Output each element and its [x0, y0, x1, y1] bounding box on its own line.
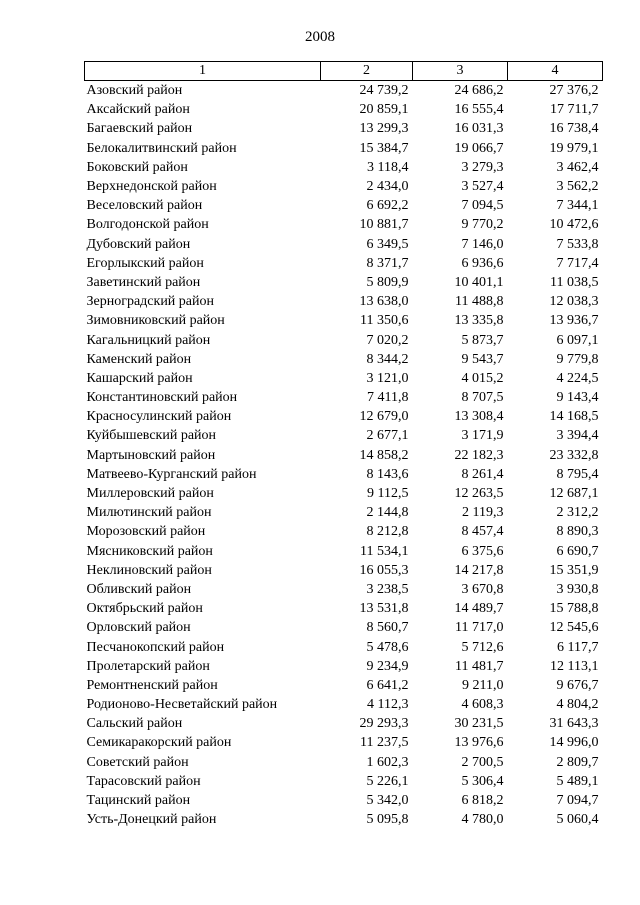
value-cell-col2: 14 858,2	[359, 447, 409, 463]
value-cell-col3: 5 712,6	[461, 639, 504, 655]
district-name-cell: Егорлыкский район	[86, 255, 204, 271]
district-name-cell: Тарасовский район	[86, 773, 201, 789]
value-cell-col2: 1 602,3	[366, 754, 409, 770]
value-cell-col3: 16 555,4	[454, 102, 504, 118]
data-table	[84, 61, 603, 829]
value-cell-col2: 16 055,3	[359, 562, 409, 578]
value-cell-col3: 14 217,8	[454, 562, 504, 578]
district-name-cell: Советский район	[86, 754, 189, 770]
district-name-cell: Кагальницкий район	[86, 332, 211, 348]
value-cell-col2: 9 234,9	[366, 658, 409, 674]
table-row	[85, 119, 603, 138]
value-cell-col4: 11 038,5	[550, 274, 599, 290]
value-cell-col4: 23 332,8	[549, 447, 599, 463]
value-cell-col4: 16 738,4	[549, 121, 599, 137]
district-name-cell: Сальский район	[86, 716, 183, 732]
district-name-cell: Константиновский район	[86, 390, 238, 406]
value-cell-col2: 11 237,5	[360, 735, 409, 751]
district-name-cell: Волгодонской район	[86, 217, 209, 233]
value-cell-col2: 8 143,6	[366, 466, 409, 482]
table-row	[85, 522, 603, 541]
table-row	[85, 446, 603, 465]
value-cell-col2: 2 434,0	[366, 179, 409, 195]
table-row	[85, 561, 603, 580]
table-row	[85, 177, 603, 196]
value-cell-col4: 5 489,1	[556, 773, 599, 789]
value-cell-col3: 10 401,1	[454, 274, 504, 290]
district-name-cell: Семикаракорский район	[86, 735, 232, 751]
value-cell-col3: 13 976,6	[454, 735, 504, 751]
table-body	[85, 81, 603, 830]
table-row	[85, 369, 603, 388]
value-cell-col2: 15 384,7	[359, 140, 409, 156]
value-cell-col4: 2 312,2	[556, 505, 599, 521]
value-cell-col4: 7 717,4	[556, 255, 599, 271]
value-cell-col4: 31 643,3	[549, 716, 599, 732]
district-name-cell: Неклиновский район	[86, 562, 212, 578]
column-header: 4	[508, 62, 603, 81]
table-row	[85, 426, 603, 445]
district-name-cell: Багаевский район	[86, 121, 193, 137]
value-cell-col3: 9 211,0	[462, 677, 504, 693]
value-cell-col3: 6 936,6	[461, 255, 504, 271]
table-row	[85, 733, 603, 752]
value-cell-col4: 12 687,1	[549, 486, 599, 502]
district-name-cell: Родионово-Несветайский район	[86, 697, 278, 713]
value-cell-col4: 14 996,0	[549, 735, 599, 751]
value-cell-col4: 9 143,4	[556, 390, 599, 406]
district-name-cell: Белокалитвинский район	[86, 140, 237, 156]
value-cell-col2: 6 692,2	[366, 198, 409, 214]
value-cell-col2: 7 411,8	[367, 390, 409, 406]
value-cell-col3: 5 306,4	[461, 773, 504, 789]
value-cell-col3: 8 707,5	[461, 390, 504, 406]
table-row	[85, 81, 603, 101]
value-cell-col4: 8 890,3	[556, 524, 599, 540]
value-cell-col4: 14 168,5	[549, 409, 599, 425]
value-cell-col4: 3 394,4	[556, 428, 599, 444]
value-cell-col3: 8 261,4	[461, 466, 504, 482]
district-name-cell: Азовский район	[86, 83, 183, 99]
district-name-cell: Зимовниковский район	[86, 313, 225, 329]
value-cell-col4: 6 097,1	[556, 332, 599, 348]
district-name-cell: Верхнедонской район	[86, 179, 217, 195]
value-cell-col2: 8 560,7	[366, 620, 409, 636]
value-cell-col3: 22 182,3	[454, 447, 504, 463]
value-cell-col4: 8 795,4	[556, 466, 599, 482]
district-name-cell: Дубовский район	[86, 236, 191, 252]
value-cell-col3: 24 686,2	[454, 83, 504, 99]
table-row	[85, 350, 603, 369]
table-row	[85, 139, 603, 158]
value-cell-col4: 12 545,6	[549, 620, 599, 636]
table-row	[85, 637, 603, 656]
table-row	[85, 330, 603, 349]
table-row	[85, 407, 603, 426]
value-cell-col3: 6 818,2	[461, 793, 504, 809]
value-cell-col3: 12 263,5	[454, 486, 504, 502]
value-cell-col4: 19 979,1	[549, 140, 599, 156]
district-name-cell: Тацинский район	[86, 793, 191, 809]
value-cell-col2: 5 226,1	[366, 773, 409, 789]
value-cell-col4: 9 676,7	[556, 677, 599, 693]
district-name-cell: Морозовский район	[86, 524, 206, 540]
table-row	[85, 196, 603, 215]
value-cell-col4: 5 060,4	[556, 812, 599, 828]
value-cell-col2: 8 344,2	[366, 351, 409, 367]
value-cell-col3: 3 279,3	[461, 159, 504, 175]
value-cell-col2: 2 144,8	[366, 505, 409, 521]
value-cell-col4: 7 344,1	[556, 198, 599, 214]
value-cell-col2: 6 349,5	[366, 236, 409, 252]
table-row	[85, 810, 603, 829]
district-name-cell: Матвеево-Курганский район	[86, 466, 257, 482]
value-cell-col4: 12 038,3	[549, 294, 599, 310]
table-row	[85, 484, 603, 503]
value-cell-col3: 13 308,4	[454, 409, 504, 425]
value-cell-col3: 4 608,3	[461, 697, 504, 713]
value-cell-col2: 3 118,4	[367, 159, 409, 175]
value-cell-col3: 5 873,7	[461, 332, 504, 348]
value-cell-col4: 3 562,2	[556, 179, 599, 195]
value-cell-col3: 7 094,5	[461, 198, 504, 214]
header-row	[85, 62, 603, 81]
page-title: 2008	[305, 29, 335, 45]
value-cell-col4: 4 224,5	[556, 370, 599, 386]
table-row	[85, 503, 603, 522]
district-name-cell: Боковский район	[86, 159, 188, 175]
column-header: 3	[413, 62, 508, 81]
value-cell-col3: 3 527,4	[461, 179, 504, 195]
value-cell-col3: 4 780,0	[461, 812, 504, 828]
district-name-cell: Обливский район	[86, 581, 192, 597]
value-cell-col2: 5 342,0	[366, 793, 409, 809]
value-cell-col2: 3 238,5	[366, 581, 409, 597]
table-row	[85, 465, 603, 484]
value-cell-col3: 30 231,5	[454, 716, 504, 732]
district-name-cell: Зерноградский район	[86, 294, 214, 310]
value-cell-col2: 8 371,7	[366, 255, 409, 271]
district-name-cell: Милютинский район	[86, 505, 212, 521]
table-row	[85, 772, 603, 791]
district-name-cell: Октябрьский район	[86, 601, 203, 617]
district-name-cell: Аксайский район	[86, 102, 190, 118]
table-row	[85, 215, 603, 234]
table-row	[85, 580, 603, 599]
table-row	[85, 158, 603, 177]
value-cell-col4: 2 809,7	[556, 754, 599, 770]
district-name-cell: Пролетарский район	[86, 658, 210, 674]
value-cell-col2: 13 299,3	[359, 121, 409, 137]
value-cell-col4: 9 779,8	[556, 351, 599, 367]
value-cell-col2: 11 350,6	[360, 313, 409, 329]
value-cell-col2: 6 641,2	[366, 677, 409, 693]
value-cell-col2: 3 121,0	[366, 370, 409, 386]
value-cell-col2: 7 020,2	[366, 332, 409, 348]
value-cell-col3: 11 481,7	[455, 658, 504, 674]
table-row	[85, 753, 603, 772]
value-cell-col2: 4 112,3	[367, 697, 409, 713]
value-cell-col4: 3 930,8	[556, 581, 599, 597]
district-name-cell: Миллеровский район	[86, 486, 214, 502]
table-row	[85, 542, 603, 561]
value-cell-col4: 6 690,7	[556, 543, 599, 559]
value-cell-col3: 2 700,5	[461, 754, 504, 770]
value-cell-col2: 5 095,8	[366, 812, 409, 828]
value-cell-col2: 8 212,8	[366, 524, 409, 540]
value-cell-col3: 19 066,7	[454, 140, 504, 156]
value-cell-col2: 20 859,1	[359, 102, 409, 118]
value-cell-col4: 7 094,7	[556, 793, 599, 809]
value-cell-col4: 27 376,2	[549, 83, 599, 99]
value-cell-col3: 16 031,3	[454, 121, 504, 137]
value-cell-col2: 5 809,9	[366, 274, 409, 290]
district-name-cell: Мартыновский район	[86, 447, 216, 463]
table-row	[85, 292, 603, 311]
value-cell-col2: 10 881,7	[359, 217, 409, 233]
district-name-cell: Песчанокопский район	[86, 639, 225, 655]
value-cell-col3: 6 375,6	[461, 543, 504, 559]
value-cell-col4: 13 936,7	[549, 313, 599, 329]
table-row	[85, 100, 603, 119]
value-cell-col4: 7 533,8	[556, 236, 599, 252]
table-row	[85, 618, 603, 637]
table-row	[85, 714, 603, 733]
value-cell-col3: 3 670,8	[461, 581, 504, 597]
table-row	[85, 273, 603, 292]
value-cell-col3: 9 543,7	[461, 351, 504, 367]
value-cell-col2: 29 293,3	[359, 716, 409, 732]
value-cell-col3: 13 335,8	[454, 313, 504, 329]
district-name-cell: Заветинский район	[86, 274, 201, 290]
value-cell-col3: 7 146,0	[461, 236, 504, 252]
table-row	[85, 676, 603, 695]
value-cell-col3: 11 488,8	[455, 294, 504, 310]
district-name-cell: Ремонтненский район	[86, 677, 218, 693]
value-cell-col2: 5 478,6	[366, 639, 409, 655]
value-cell-col4: 15 351,9	[549, 562, 599, 578]
value-cell-col3: 11 717,0	[455, 620, 504, 636]
value-cell-col2: 11 534,1	[360, 543, 409, 559]
table-row	[85, 657, 603, 676]
value-cell-col4: 4 804,2	[556, 697, 599, 713]
column-header: 2	[321, 62, 413, 81]
district-name-cell: Куйбышевский район	[86, 428, 217, 444]
table-row	[85, 388, 603, 407]
value-cell-col2: 13 531,8	[359, 601, 409, 617]
value-cell-col2: 13 638,0	[359, 294, 409, 310]
value-cell-col4: 15 788,8	[549, 601, 599, 617]
value-cell-col4: 6 117,7	[557, 639, 599, 655]
value-cell-col3: 14 489,7	[454, 601, 504, 617]
value-cell-col4: 10 472,6	[549, 217, 599, 233]
value-cell-col2: 24 739,2	[359, 83, 409, 99]
value-cell-col4: 12 113,1	[550, 658, 599, 674]
column-header: 1	[85, 62, 321, 81]
value-cell-col3: 4 015,2	[461, 370, 504, 386]
district-name-cell: Красносулинский район	[86, 409, 232, 425]
table-row	[85, 791, 603, 810]
value-cell-col3: 9 770,2	[461, 217, 504, 233]
table-row	[85, 235, 603, 254]
value-cell-col2: 9 112,5	[367, 486, 409, 502]
district-name-cell: Усть-Донецкий район	[86, 812, 217, 828]
value-cell-col3: 2 119,3	[462, 505, 504, 521]
value-cell-col4: 17 711,7	[550, 102, 599, 118]
table-row	[85, 254, 603, 273]
district-name-cell: Веселовский район	[86, 198, 203, 214]
table-header	[85, 62, 603, 81]
district-name-cell: Кашарский район	[86, 370, 193, 386]
district-name-cell: Орловский район	[86, 620, 191, 636]
district-name-cell: Мясниковский район	[86, 543, 213, 559]
value-cell-col2: 2 677,1	[366, 428, 409, 444]
district-name-cell: Каменский район	[86, 351, 192, 367]
value-cell-col2: 12 679,0	[359, 409, 409, 425]
value-cell-col4: 3 462,4	[556, 159, 599, 175]
value-cell-col3: 8 457,4	[461, 524, 504, 540]
value-cell-col3: 3 171,9	[461, 428, 504, 444]
table-row	[85, 599, 603, 618]
table-row	[85, 311, 603, 330]
table-row	[85, 695, 603, 714]
